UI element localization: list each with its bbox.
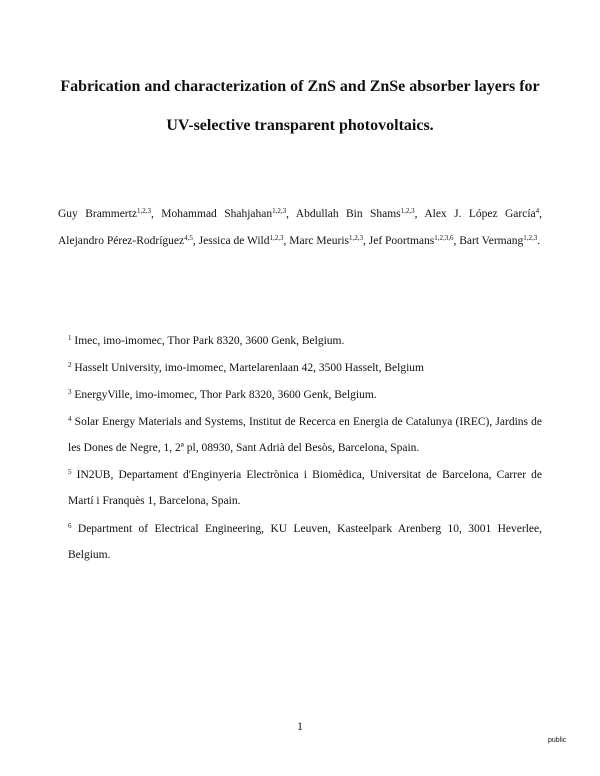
author-separator: , xyxy=(150,208,162,220)
affiliation-4 xyxy=(68,409,542,461)
author-separator: . xyxy=(537,235,541,247)
author xyxy=(199,235,290,247)
affiliation-1 xyxy=(68,328,542,354)
author-separator: , xyxy=(192,235,199,247)
author-name: Marc Meuris xyxy=(289,235,349,247)
classification-label: public xyxy=(548,737,567,744)
affiliation-number: 6 xyxy=(68,522,72,530)
author xyxy=(289,235,368,247)
author-name: Jef Poortmans xyxy=(368,235,435,247)
author-separator: , xyxy=(362,235,369,247)
title-line-2: UV-selective transparent photovoltaics. xyxy=(166,117,434,134)
affiliation-text: Department of Electrical Engineering, KU Leuven, Kasteelpark Arenberg 10, 3001 Heverlee, Belgium. xyxy=(68,523,542,561)
author xyxy=(296,208,425,220)
author-name: Alex J. López García xyxy=(424,208,536,220)
affiliation-number: 3 xyxy=(68,388,72,396)
author xyxy=(424,208,542,220)
author-separator: , xyxy=(453,235,460,247)
affiliation-number: 5 xyxy=(68,468,72,476)
affiliation-number: 2 xyxy=(68,361,72,369)
author-name: Guy Brammertz xyxy=(58,208,137,220)
author-affiliation-marks: 1,2,3 xyxy=(272,207,287,215)
author-separator: , xyxy=(283,235,290,247)
author-affiliation-marks: 1,2,3 xyxy=(136,207,151,215)
affiliation-text: IN2UB, Departament d'Enginyeria Electrònica i Biomèdica, Universitat de Barcelona, Carrer de Martí i Franquès 1, Barcelona, Spain. xyxy=(68,469,542,507)
author xyxy=(161,208,296,220)
affiliation-6 xyxy=(68,516,542,568)
author-name: Jessica de Wild xyxy=(198,235,270,247)
author-name: Abdullah Bin Shams xyxy=(295,208,401,220)
page-number: 1 xyxy=(297,719,303,733)
author xyxy=(58,208,161,220)
author-separator: , xyxy=(286,208,296,220)
affiliation-text: Hasselt University, imo-imomec, Martelarenlaan 42, 3500 Hasselt, Belgium xyxy=(74,362,424,374)
author-name: Alejandro Pérez-Rodríguez xyxy=(58,235,185,247)
author-affiliation-marks: 1,2,3 xyxy=(269,234,284,242)
affiliation-text: Solar Energy Materials and Systems, Institut de Recerca en Energia de Catalunya (IREC), Jardins de les Dones de Negre, 1, 2ª pl, 08930, Sant Adrià del Besòs, Barcelona, Spain. xyxy=(68,416,543,454)
author-affiliation-marks: 1,2,3,6 xyxy=(434,234,454,242)
author xyxy=(459,235,540,247)
author-name: Mohammad Shahjahan xyxy=(161,208,273,220)
author-affiliation-marks: 4,5 xyxy=(184,234,193,242)
author xyxy=(369,235,459,247)
author-name: Bart Vermang xyxy=(459,235,524,247)
affiliation-3 xyxy=(68,382,542,408)
affiliation-text: EnergyVille, imo-imomec, Thor Park 8320, 3600 Genk, Belgium. xyxy=(74,389,377,401)
author-affiliation-marks: 1,2,3 xyxy=(348,234,363,242)
title-line-1: Fabrication and characterization of ZnS and ZnSe absorber layers for xyxy=(60,78,540,95)
affiliation-number: 4 xyxy=(68,415,72,423)
author-affiliation-marks: 1,2,3 xyxy=(523,234,538,242)
author-affiliation-marks: 1,2,3 xyxy=(400,207,415,215)
author-list xyxy=(58,201,542,255)
affiliation-text: Imec, imo-imomec, Thor Park 8320, 3600 Genk, Belgium. xyxy=(74,335,345,347)
author-affiliation-marks: 4 xyxy=(535,207,540,215)
affiliation-2 xyxy=(68,355,542,381)
affiliation-number: 1 xyxy=(68,334,72,342)
author-separator: , xyxy=(414,208,425,220)
author-separator: , xyxy=(539,208,542,220)
affiliation-5 xyxy=(68,462,542,514)
author xyxy=(58,235,199,247)
